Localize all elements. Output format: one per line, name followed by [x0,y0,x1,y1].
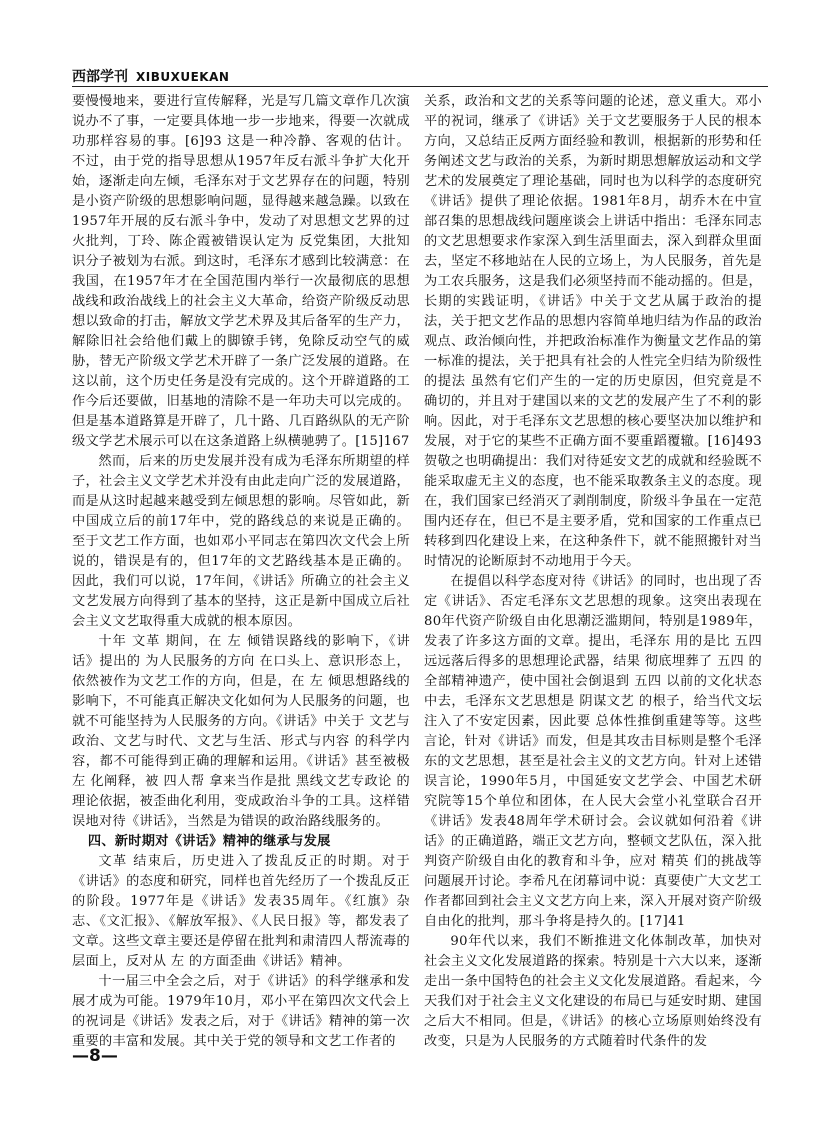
header-divider [72,86,768,87]
paragraph: 然而，后来的历史发展并没有成为毛泽东所期望的样子，社会主义文学艺术并没有由此走向广泛的发展道路，而是从这时起越来越受到左倾思想的影响。尽管如此，新中国成立后的前17年中，党的路线总的来说是正确的。至于文艺工作方面，也如邓小平同志在第四次文代会上所说的，错误是有的，但17年的文艺路线基本是正确的。因此，我们可以说，17年间，《讲话》所确立的社会主义文艺发展方向得到了基本的坚持，这正是新中国成立后社会主义文艺取得重大成就的根本原因。 [72,454,410,629]
paragraph: 90年代以来，我们不断推进文化体制改革，加快对社会主义文化发展道路的探索。特别是十六大以来，逐渐走出一条中国特色的社会主义文化发展道路。看起来，今天我们对于社会主义文化建设的布局已与延安时期、建国之后大不相同。但是，《讲话》的核心立场原则始终没有改变，只是为人民服务的方式随着时代条件的发 [424,934,762,1049]
paragraph: 要慢慢地来，要进行宣传解释，光是写几篇文章作几次演说办不了事，一定要具体地一步一步地来，得要一次就成功那样容易的事。[6]93 这是一种冷静、客观的估计。不过，由于党的指导思想从1957年反右派斗争扩大化开始，逐渐走向左倾，毛泽东对于文艺界存在的问题，特别是小资产阶级的思想影响问题，显得越来越急躁。以致在1957年开展的反右派斗争中，发动了对思想文艺界的过火批判，丁玲、陈企霞被错误认定为 反党集团，大批知识分子被划为右派。到这时，毛泽东才感到比较满意：在我国，在1957年才在全国范围内举行一次最彻底的思想战线和政治战线上的社会主义大革命，给资产阶级反动思想以致命的打击，解放文学艺术界及其后备军的生产力，解除旧社会给他们戴上的脚镣手铐，免除反动空气的威胁，替无产阶级文学艺术开辟了一条广泛发展的道路。在这以前，这个历史任务是没有完成的。这个开辟道路的工作今后还要做，旧基地的清除不是一年功夫可以完成的。但是基本道路算是开辟了，几十路、几百路纵队的无产阶级文学艺术展示可以在这条道路上纵横驰骋了。[15]167 [72,94,410,449]
running-header [72,66,768,86]
left-column [72,92,410,1052]
page-number: —8— [72,1046,118,1066]
paragraph: 在提倡以科学态度对待《讲话》的同时，也出现了否定《讲话》、否定毛泽东文艺思想的现象。这突出表现在80年代资产阶级自由化思潮泛滥期间，特别是1989年，发表了许多这方面的文章。提出，毛泽东 用的是比 五四 远远落后得多的思想理论武器，结果 彻底埋葬了 五四 的全部精神遗产，使中国社会倒退到 五四 以前的文化状态中去，毛泽东文艺思想是 阴谋文艺 的根子，给当代文坛注入了不安定因素，因此要 总体性推倒重建等等。这些言论，针对《讲话》而发，但是其攻击目标则是整个毛泽东的文艺思想，甚至是社会主义的文艺方向。针对上述错误言论，1990年5月，中国延安文艺学会、中国艺术研究院等15个单位和团体，在人民大会堂小礼堂联合召开《讲话》发表48周年学术研讨会。会议就如何沿着《讲话》的正确道路，端正文艺方向，整顿文艺队伍，深入批判资产阶级自由化的教育和斗争，应对 精英 们的挑战等问题展开讨论。李希凡在闭幕词中说：真要使广大文艺工作者都回到社会主义文艺方向上来，深入开展对资产阶级自由化的批判，那斗争将是持久的。[17]41 [424,574,762,929]
journal-pinyin: XIBUXUEKAN [136,70,230,84]
paragraph: 十年 文革 期间，在 左 倾错误路线的影响下，《讲话》提出的 为人民服务的方向 在口头上、意识形态上，依然被作为文艺工作的方向，但是，在 左 倾思想路线的影响下，不可能真正解决文化如何为人民服务的问题，也就不可能坚持为人民服务的方向。《讲话》中关于 文艺与政治、文艺与时代、文艺与生活、形式与内容 的科学内容，都不可能得到正确的理解和运用。《讲话》甚至被极 左 化阐释，被 四人帮 拿来当作是批 黑线文艺专政论 的理论依据，被歪曲化利用，变成政治斗争的工具。这样错误地对待《讲话》，当然是为错误的政治路线服务的。 [72,634,410,829]
paragraph: 文革 结束后，历史进入了拨乱反正的时期。对于《讲话》的态度和研究，同样也首先经历了一个拨乱反正的阶段。1977年是《讲话》发表35周年。《红旗》杂志、《文汇报》、《解放军报》、《人民日报》等，都发表了文章。这些文章主要还是停留在批判和肃清四人帮流毒的层面上，反对从 左 的方面歪曲《讲话》精神。 [72,854,410,969]
paragraph: 十一届三中全会之后，对于《讲话》的科学继承和发展才成为可能。1979年10月，邓小平在第四次文代会上的祝词是《讲话》发表之后，对于《讲话》精神的第一次重要的丰富和发展。其中关于党的领导和文艺工作者的 [72,974,410,1049]
journal-title: 西部学刊 [72,69,128,85]
right-column [424,92,762,1052]
section-heading: 四、新时期对《讲话》精神的继承与发展 [87,834,331,849]
paragraph: 关系，政治和文艺的关系等问题的论述，意义重大。邓小平的祝词，继承了《讲话》关于文艺要服务于人民的根本方向，又总结正反两方面经验和教训，根据新的形势和任务阐述文艺与政治的关系，为新时期思想解放运动和文学艺术的发展奠定了理论基础，同时也为以科学的态度研究《讲话》提供了理论依据。1981年8月，胡乔木在中宣部召集的思想战线问题座谈会上讲话中指出：毛泽东同志的文艺思想要求作家深入到生活里面去，深入到群众里面去，坚定不移地站在人民的立场上，为人民服务，首先是为工农兵服务，这是我们必须坚持而不能动摇的。但是，长期的实践证明，《讲话》中关于文艺从属于政治的提法，关于把文艺作品的思想内容简单地归结为作品的政治观点、政治倾向性，并把政治标准作为衡量文艺作品的第一标准的提法，关于把具有社会的人性完全归结为阶级性的提法 虽然有它们产生的一定的历史原因，但究竟是不确切的，并且对于建国以来的文艺的发展产生了不利的影响。因此，对于毛泽东文艺思想的核心要坚决加以维护和发展，对于它的某些不正确方面不要重蹈覆辙。[16]493 贺敬之也明确提出：我们对待延安文艺的成就和经验既不能采取虚无主义的态度，也不能采取教条主义的态度。现在，我们国家已经消灭了剥削制度，阶级斗争虽在一定范围内还存在，但已不是主要矛盾，党和国家的工作重点已转移到四化建设上来，在这种条件下，就不能照搬针对当时情况的论断原封不动地用于今天。 [424,94,762,569]
